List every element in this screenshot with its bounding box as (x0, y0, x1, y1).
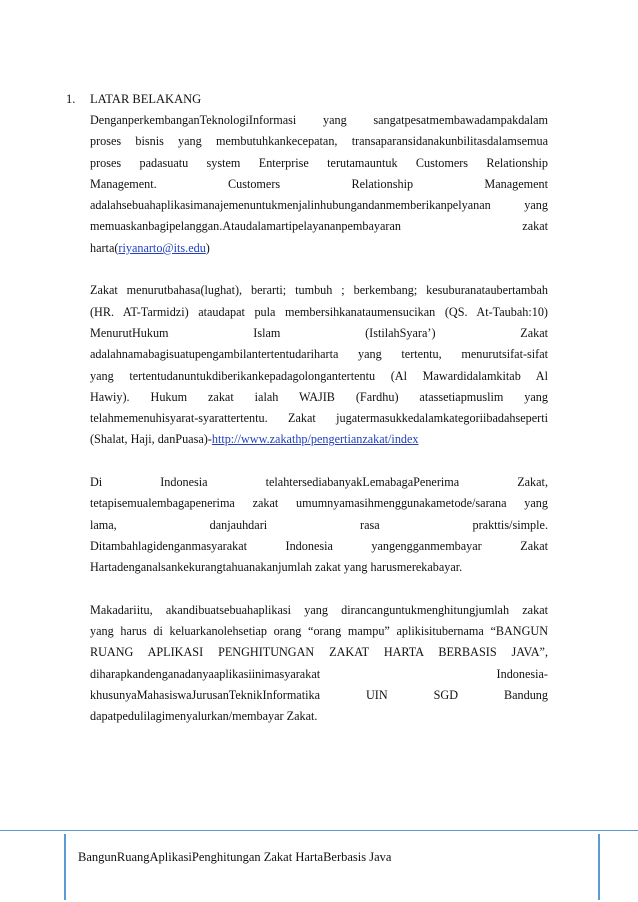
text-line: Management. Customers Relationship Management (90, 176, 548, 191)
text-line: proses padasuatu system Enterprise terutamauntuk Customers Relationship (90, 155, 548, 170)
text-line (90, 238, 548, 259)
footer-title: BangunRuangAplikasiPenghitungan Zakat HartaBerbasis Java (78, 850, 392, 864)
text-line: DenganperkembanganTeknologiInformasi yang sangatpesatmembawadampakdalam (90, 113, 548, 127)
footer-frame (64, 834, 600, 900)
paragraph (90, 472, 548, 578)
body-text (90, 110, 548, 749)
text-line: tetapisemualembagapenerima zakat umumnyamasihmenggunakametode/sarana yang (90, 496, 548, 511)
hyperlink[interactable]: http://www.zakathp/pengertianzakat/index (211, 432, 419, 447)
text-line: lama, danjauhdari rasa prakttis/simple. (90, 517, 548, 532)
text-line: Makadariitu, akandibuatsebuahaplikasi yang dirancanguntukmenghitungjumlah zakat (90, 602, 548, 617)
text-line: (HR. AT-Tarmidzi) ataudapat pula membersihkanataumensucikan (QS. At-Taubah:10) (90, 304, 548, 319)
text-line: memuaskanbagipelanggan.Ataudalamartipelayananpembayaran zakat (90, 219, 548, 234)
paragraph (90, 600, 548, 728)
text-line: adalahnamabagisuatupengambilantertentudariharta yang tertentu, menurutsifat-sifat (90, 347, 548, 362)
text-line (90, 557, 548, 578)
section-title: LATAR BELAKANG (90, 92, 202, 106)
text-line: adalahsebuahaplikasimanajemenuntukmenjalinhubungandanmemberikanpelyanan yang (90, 198, 548, 213)
text-line: proses bisnis yang membutuhkankecepatan, transaparansidanakunbilitasdalamsemua (90, 134, 548, 149)
text-line: yang tertentudanuntukdiberikankepadagolongantertentu (Al Mawardidalamkitab Al (90, 368, 548, 383)
text-fragment: (Shalat, Haji, danPuasa)- (90, 432, 212, 447)
text-fragment: dapatpedulilagimenyalurkan/membayar Zakat. (90, 709, 318, 724)
text-line (90, 706, 548, 727)
text-line: Zakat menurutbahasa(lughat), berarti; tumbuh ; berkembang; kesuburanataubertambah (90, 283, 548, 298)
text-line (90, 429, 548, 450)
text-line: Hawiy). Hukum zakat ialah WAJIB (Fardhu) atassetiapmuslim yang (90, 389, 548, 404)
hyperlink[interactable]: riyanarto@its.edu (118, 240, 206, 255)
paragraph (90, 280, 548, 450)
text-line: Ditambahlagidenganmasyarakat Indonesia yangengganmembayar Zakat (90, 538, 548, 553)
text-line: telahmemenuhisyarat-syarattertentu. Zakat jugatermasukkedalamkategoriibadahseperti (90, 411, 548, 426)
text-fragment: ) (205, 240, 210, 255)
text-fragment: Hartadenganalsankekurangtahuanakanjumlah zakat yang harusmerekabayar. (90, 560, 463, 575)
text-line: khusunyaMahasiswaJurusanTeknikInformatika UIN SGD Bandung (90, 688, 548, 703)
section-number: 1. (66, 92, 76, 106)
footer-rule (0, 830, 638, 831)
text-line: yang harus di keluarkanolehsetiap orang “orang mampu” aplikisitubernama “BANGUN (90, 624, 548, 639)
text-line: diharapkandenganadanyaaplikasiinimasyarakat Indonesia- (90, 666, 548, 681)
section-heading (66, 92, 201, 107)
text-fragment: harta( (90, 240, 119, 255)
text-line: MenurutHukum Islam (IstilahSyara’) Zakat (90, 325, 548, 340)
paragraph (90, 110, 548, 259)
text-line: Di Indonesia telahtersediabanyakLemabagaPenerima Zakat, (90, 475, 548, 490)
text-line: RUANG APLIKASI PENGHITUNGAN ZAKAT HARTA BERBASIS JAVA”, (90, 645, 548, 660)
